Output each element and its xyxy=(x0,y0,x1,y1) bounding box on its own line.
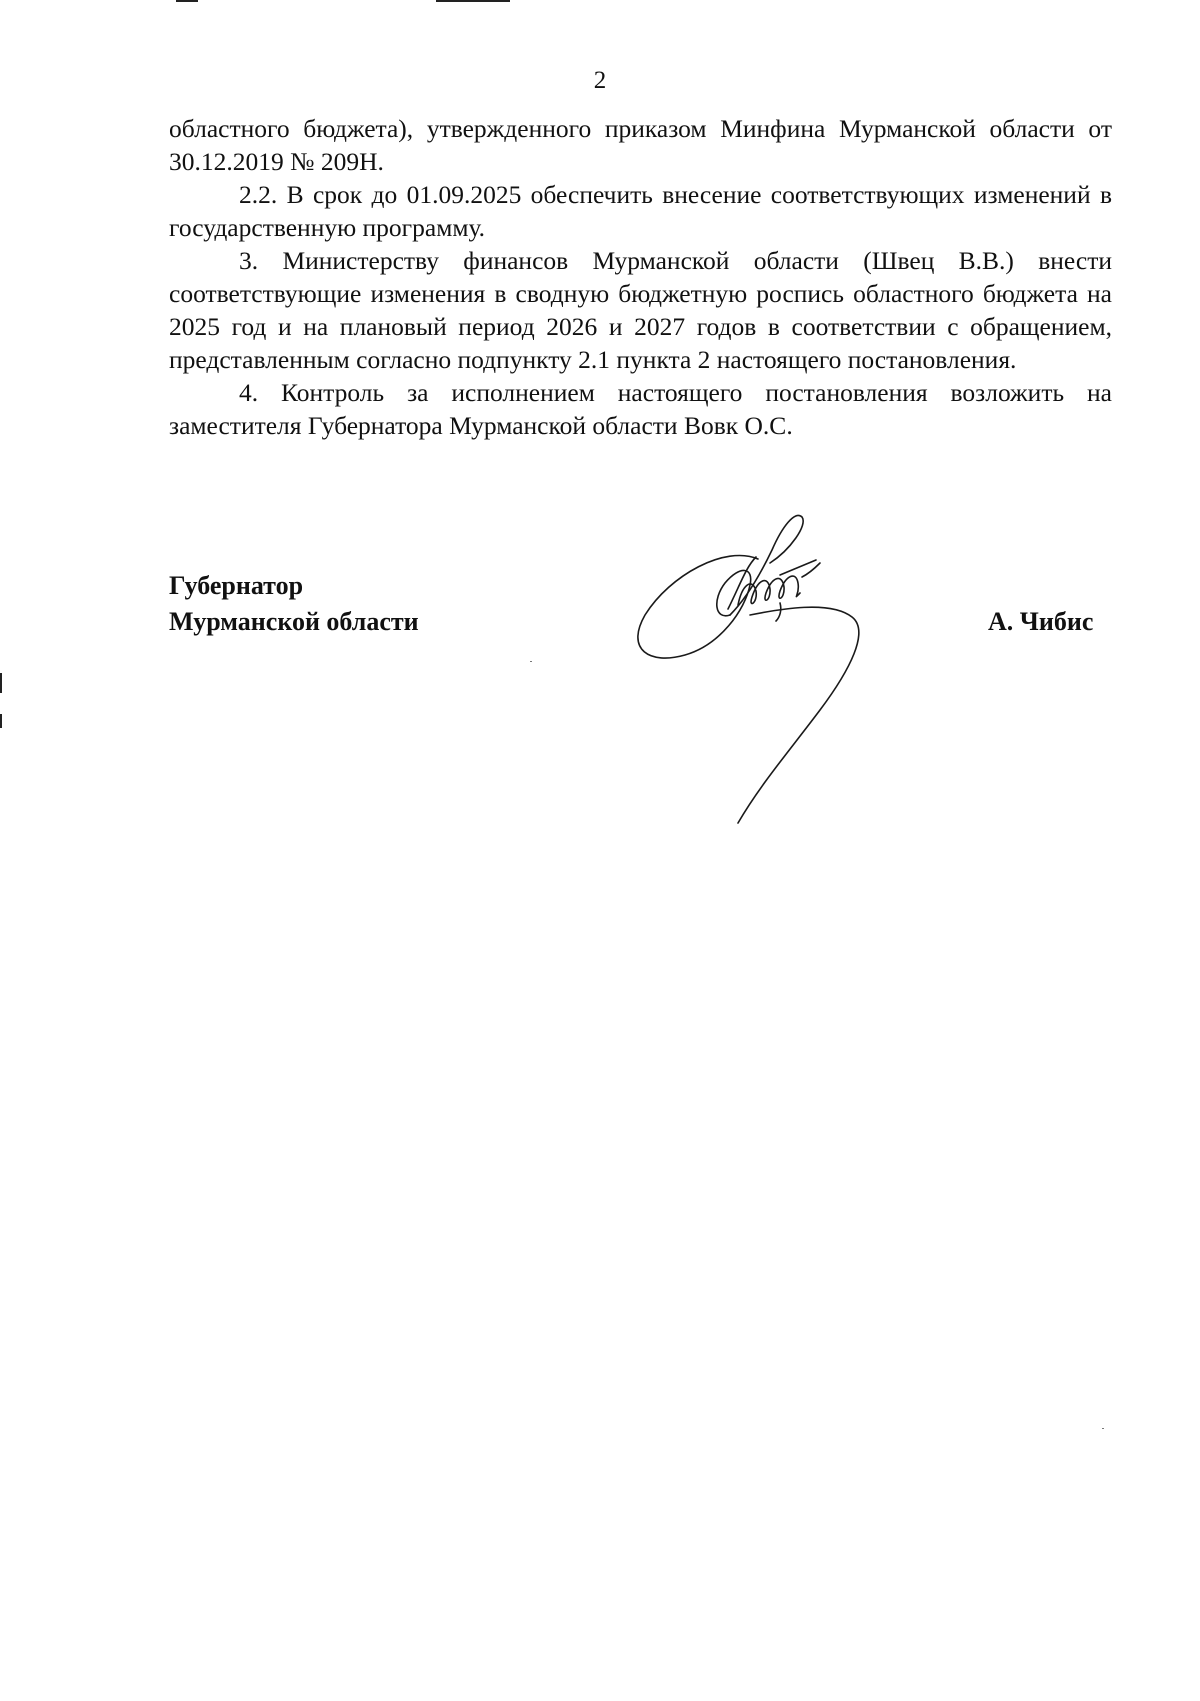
paragraph-1: областного бюджета), утвержденного приказом Минфина Мурманской области от 30.12.2019 № 209Н. xyxy=(169,114,1112,176)
scan-artifact-top-left xyxy=(176,0,198,2)
position-title: Губернатор xyxy=(169,571,304,600)
scan-artifact-top-center xyxy=(436,0,510,2)
paragraph-3: 3. Министерству финансов Мурманской области (Швец В.В.) внести соответствующие изменения в сводную бюджетную роспись областного бюджета на 2025 год и на плановый период 2026 и 2027 годов в соответствии с обращением, представленным согласно подпункту 2.1 пункта 2 настоящего постановления. xyxy=(169,246,1112,374)
scan-speck-2 xyxy=(1102,1428,1104,1429)
page-number: 2 xyxy=(593,67,607,94)
scan-artifact-left-edge-2 xyxy=(0,714,2,728)
position-region: Мурманской области xyxy=(169,607,419,636)
scan-speck-1 xyxy=(530,661,532,662)
signatory-position xyxy=(169,568,419,640)
signer-name: А. Чибис xyxy=(988,607,1094,636)
paragraph-4: 4. Контроль за исполнением настоящего постановления возложить на заместителя Губернатора Мурманской области Вовк О.С. xyxy=(169,378,1112,440)
handwritten-signature xyxy=(630,505,930,835)
document-body xyxy=(169,112,1112,442)
scan-artifact-left-edge-1 xyxy=(0,673,2,693)
paragraph-2-2: 2.2. В срок до 01.09.2025 обеспечить внесение соответствующих изменений в государственную программу. xyxy=(169,180,1112,242)
